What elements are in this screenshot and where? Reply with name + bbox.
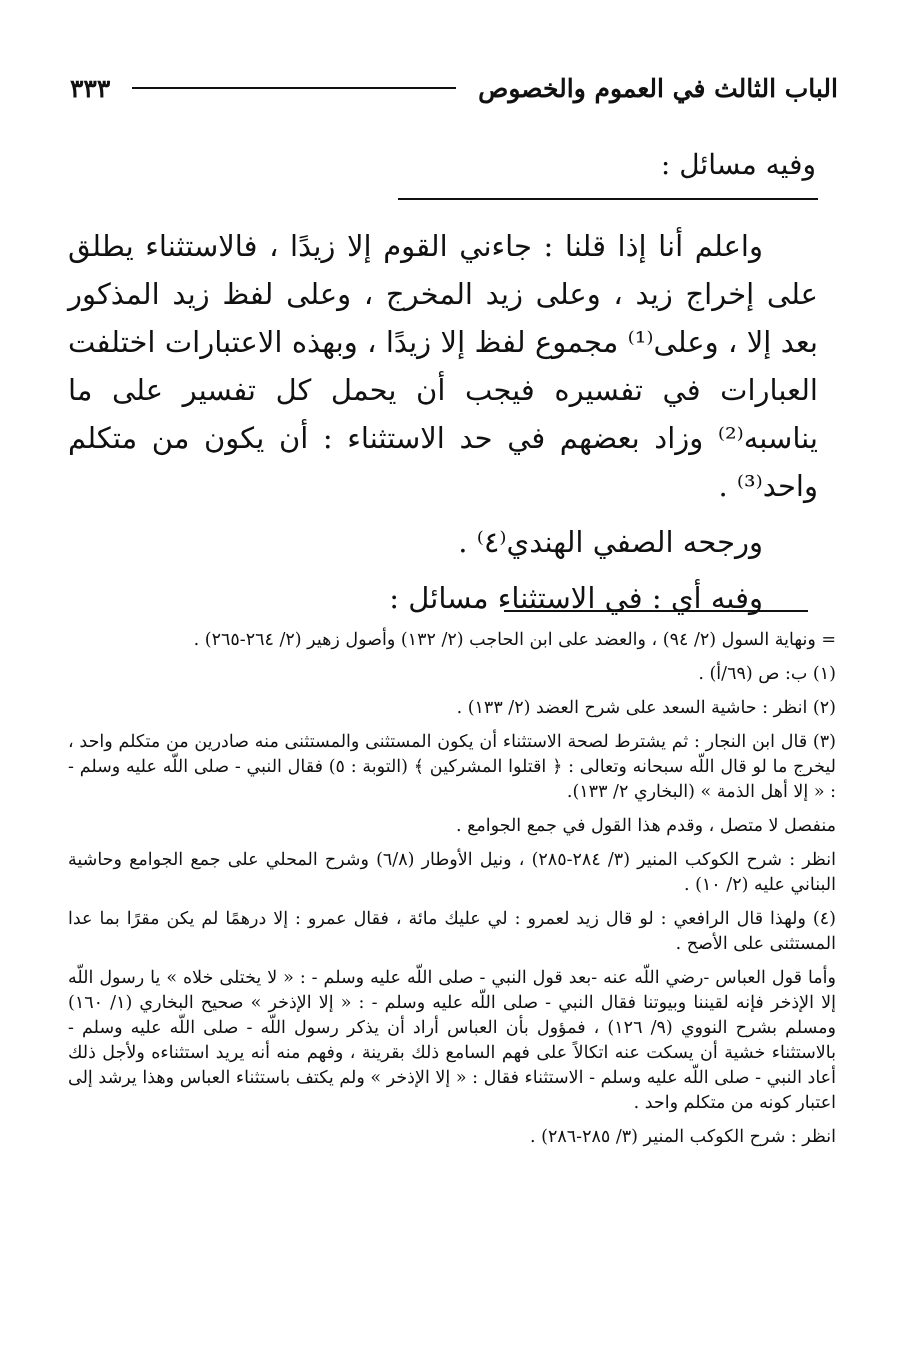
section-rule — [398, 198, 818, 200]
footnote-4-refs: انظر : شرح الكوكب المنير (٣/ ٢٨٥-٢٨٦) . — [530, 1127, 836, 1147]
paragraph-2: ورجحه الصفي الهندي⁽٤⁾ . — [458, 525, 763, 559]
footnote-3-refs: انظر : شرح الكوكب المنير (٣/ ٢٨٤-٢٨٥) ، ونيل الأوطار (٦/٨) وشرح المحلي على جمع الجوامع وحاشية البناني عليه (٢/ ١٠) . — [68, 850, 837, 895]
page-number: ٣٣٣ — [70, 73, 111, 103]
footnote-3: (٣) قال ابن النجار : ثم يشترط لصحة الاستثناء أن يكون المستثنى والمستثنى منه صادرين من متكلم واحد ، ليخرج ما لو قال اللّه سبحانه وتعالى : ﴿ اقتلوا المشركين ﴾ (التوبة : ٥) فقال النبي - صلى اللّه عليه وسلم - : « إلا أهل الذمة » (البخاري ٢/ ١٣٣). — [68, 732, 836, 802]
footnote-1: (١) ب: ص (٦٩/أ) . — [698, 664, 836, 684]
footnote-4-note: وأما قول العباس -رضي اللّه عنه -بعد قول النبي - صلى اللّه عليه وسلم - : « لا يختلى خلاه » يا رسول اللّه إلا الإذخر فإنه لقيننا وبيوتنا فقال النبي - صلى اللّه عليه وسلم - : « إلا الإذخر » صحيح البخاري (١/ ١٦٠) ومسلم بشرح النووي (٩/ ١٢٦) ، فمؤول بأن العباس أراد أن يذكر رسول اللّه - صلى اللّه عليه وسلم - بالاستثناء خشية أن يسكت عنه اتكالاً على فهم السامع ذلك بقرينة ، وفهم منه أنه يريد استثناءه ولأجل ذلك أعاد النبي - صلى اللّه عليه وسلم - الاستثناء فقال : « إلا الإذخر » ولم يكتف باستثناء العباس وهذا يرشد إلى اعتبار كونه من متكلم واحد . — [68, 968, 837, 1113]
footnotes — [68, 628, 836, 1159]
header-rule — [132, 87, 456, 89]
paragraph-3: وفيه أي : في الاستثناء مسائل : — [389, 581, 763, 615]
footnote-continuation: = ونهاية السول (٢/ ٩٤) ، والعضد على ابن الحاجب (٢/ ١٣٢) وأصول زهير (٢/ ٢٦٤-٢٦٥) . — [193, 630, 836, 650]
footnote-2: (٢) انظر : حاشية السعد على شرح العضد (٢/ ١٣٣) . — [456, 698, 836, 718]
paragraph-1: واعلم أنا إذا قلنا : جاءني القوم إلا زيدًا ، فالاستثناء يطلق على إخراج زيد ، وعلى زيد المخرج ، وعلى لفظ زيد المذكور بعد إلا ، وعلى⁽¹⁾ مجموع لفظ إلا زيدًا ، وبهذه الاعتبارات اختلفت العبارات في تفسيره فيجب أن يحمل كل تفسير على ما يناسبه⁽²⁾ وزاد بعضهم في حد الاستثناء : أن يكون من متكلم واحد⁽³⁾ . — [68, 229, 818, 503]
section-heading: وفيه مسائل : — [660, 148, 816, 181]
footnote-3-note: منفصل لا متصل ، وقدم هذا القول في جمع الجوامع . — [455, 816, 836, 836]
running-header — [70, 68, 838, 108]
chapter-title: الباب الثالث في العموم والخصوص — [478, 73, 838, 103]
footnote-rule — [504, 610, 808, 612]
main-text — [68, 222, 818, 622]
footnote-4: (٤) ولهذا قال الرافعي : لو قال زيد لعمرو : لي عليك مائة ، فقال عمرو : إلا درهمًا لم يكن مقرًا بما عدا المستثنى على الأصح . — [68, 909, 836, 954]
